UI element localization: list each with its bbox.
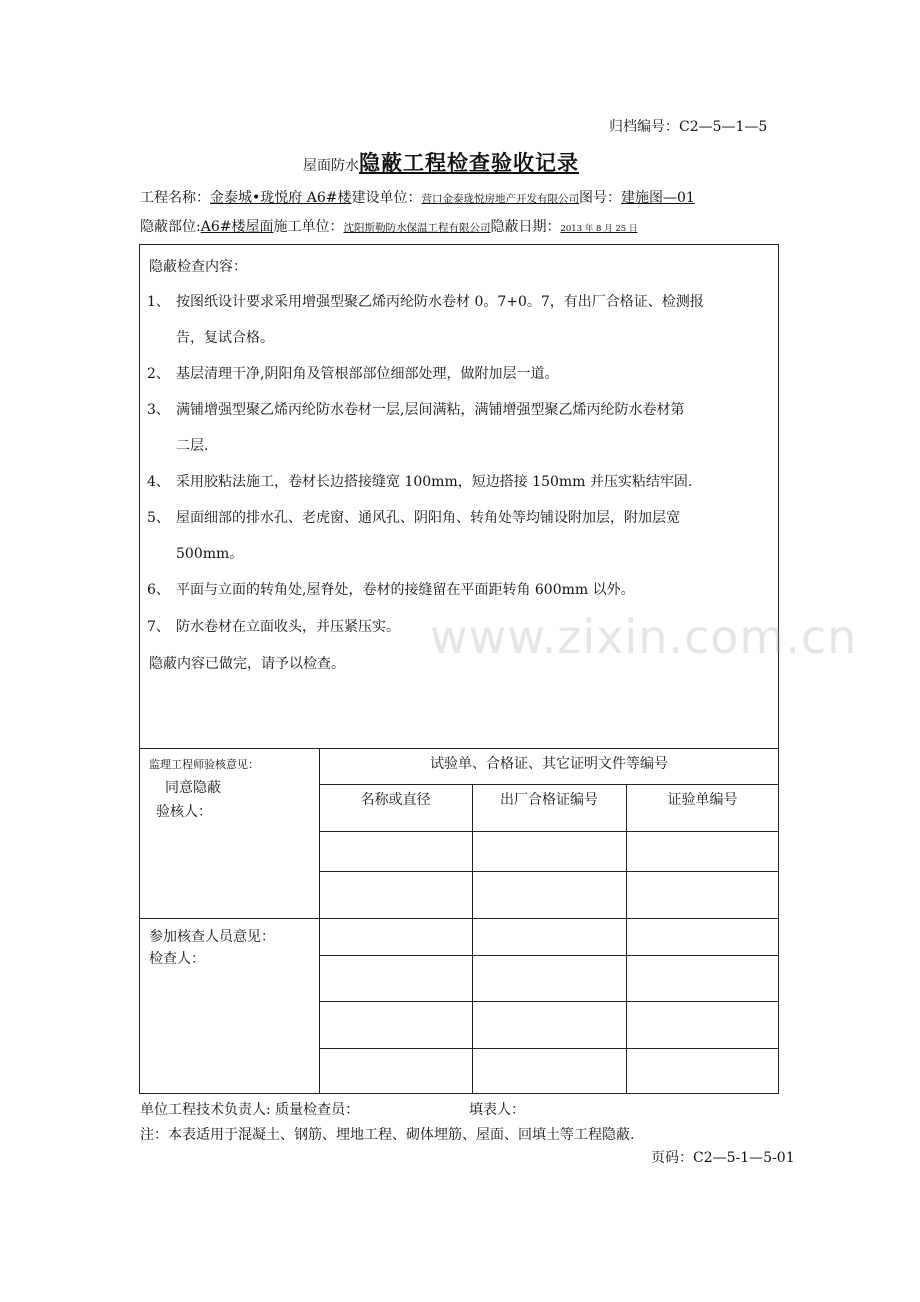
item-text-continued: 告，复试合格。: [176, 330, 274, 346]
inspection-closing: 隐蔽内容已做完，请予以检查。: [149, 656, 345, 672]
info-line-1: [140, 187, 695, 207]
footer-signatures: 单位工程技术负责人: 质量检查员：: [140, 1102, 360, 1118]
project-value: 金泰城•珑悦府 A6#楼: [210, 190, 352, 206]
page-title: [303, 147, 579, 177]
item-number: 2、: [147, 366, 170, 382]
watermark: www.zixin.com.cn: [430, 610, 858, 664]
item-number: 7、: [147, 619, 170, 635]
item-text-continued: 二层.: [176, 438, 209, 454]
divider-col-3: [626, 784, 627, 1094]
date-label: 隐蔽日期：: [490, 219, 561, 235]
item-number: 6、: [147, 582, 170, 598]
item-number: 3、: [147, 402, 170, 418]
item-text-continued: 500mm。: [176, 546, 244, 562]
item-text: 按图纸设计要求采用增强型聚乙烯丙纶防水卷材 0。7+0。7，有出厂合格证、检测报: [176, 294, 704, 310]
item-number: 4、: [147, 474, 170, 490]
docs-col-test: 证验单编号: [667, 792, 738, 808]
divider-doc-header: [319, 784, 779, 785]
drawing-value: 建施图—01: [620, 190, 695, 206]
builder-value: 营口金泰珑悦房地产开发有限公司: [421, 193, 579, 205]
inspection-heading: 隐蔽检查内容：: [149, 259, 247, 275]
title-main: 隐蔽工程检查验收记录: [359, 150, 579, 175]
docs-col-name: 名称或直径: [360, 792, 431, 808]
item-text: 屋面细部的排水孔、老虎窗、通风孔、阴阳角、转角处等均铺设附加层，附加层宽: [176, 510, 680, 526]
contractor-label: 施工单位：: [273, 219, 344, 235]
divider-doc-row: [319, 955, 779, 956]
divider-doc-row: [319, 1048, 779, 1049]
item-text: 防水卷材在立面收头，并压紧压实。: [176, 619, 400, 635]
supervisor-signer: 验核人：: [156, 804, 212, 820]
item-text: 满铺增强型聚乙烯丙纶防水卷材一层,层间满粘，满铺增强型聚乙烯丙纶防水卷材第: [176, 402, 685, 418]
part-value: A6#楼屋面: [200, 219, 274, 235]
supervisor-opinion: 同意隐蔽: [165, 780, 221, 796]
page-number: 页码：C2—5-1—5-01: [651, 1150, 795, 1166]
supervisor-label: 监理工程师验核意见：: [149, 758, 259, 771]
participants-signer: 检查人：: [149, 951, 205, 967]
item-number: 5、: [147, 510, 170, 526]
footer-filler: 填表人：: [469, 1102, 525, 1118]
project-label: 工程名称：: [140, 190, 210, 206]
info-line-2: [140, 216, 637, 236]
builder-label: 建设单位：: [351, 190, 422, 206]
divider-doc-row: [319, 871, 779, 872]
divider-doc-row: [319, 1001, 779, 1002]
title-prefix: 屋面防水: [303, 158, 359, 174]
date-value: 2013 年 8 月 25 日: [560, 224, 638, 234]
divider-content: [139, 748, 779, 749]
item-text: 采用胶粘法施工，卷材长边搭接缝宽 100mm，短边搭接 150mm 并压实粘结牢固.: [176, 474, 693, 490]
divider-col-2: [472, 784, 473, 1094]
item-text: 平面与立面的转角处,屋脊处，卷材的接缝留在平面距转角 600mm 以外。: [176, 582, 635, 598]
docs-header: 试验单、合格证、其它证明文件等编号: [430, 756, 668, 772]
docs-col-certificate: 出厂合格证编号: [500, 792, 598, 808]
item-number: 1、: [147, 294, 170, 310]
archive-number: 归档编号：C2—5—1—5: [609, 119, 768, 135]
divider-section: [139, 918, 779, 919]
part-label: 隐蔽部位:: [140, 219, 201, 235]
footer-note: 注：本表适用于混凝土、钢筋、埋地工程、砌体埋筋、屋面、回填土等工程隐蔽.: [140, 1127, 635, 1143]
participants-label: 参加核查人员意见：: [149, 929, 275, 945]
drawing-label: 图号：: [578, 190, 621, 206]
contractor-value: 沈阳斯勒防水保温工程有限公司: [343, 222, 491, 234]
divider-doc-row: [319, 831, 779, 832]
item-text: 基层清理干净,阴阳角及管根部部位细部处理，做附加层一道。: [176, 366, 559, 382]
